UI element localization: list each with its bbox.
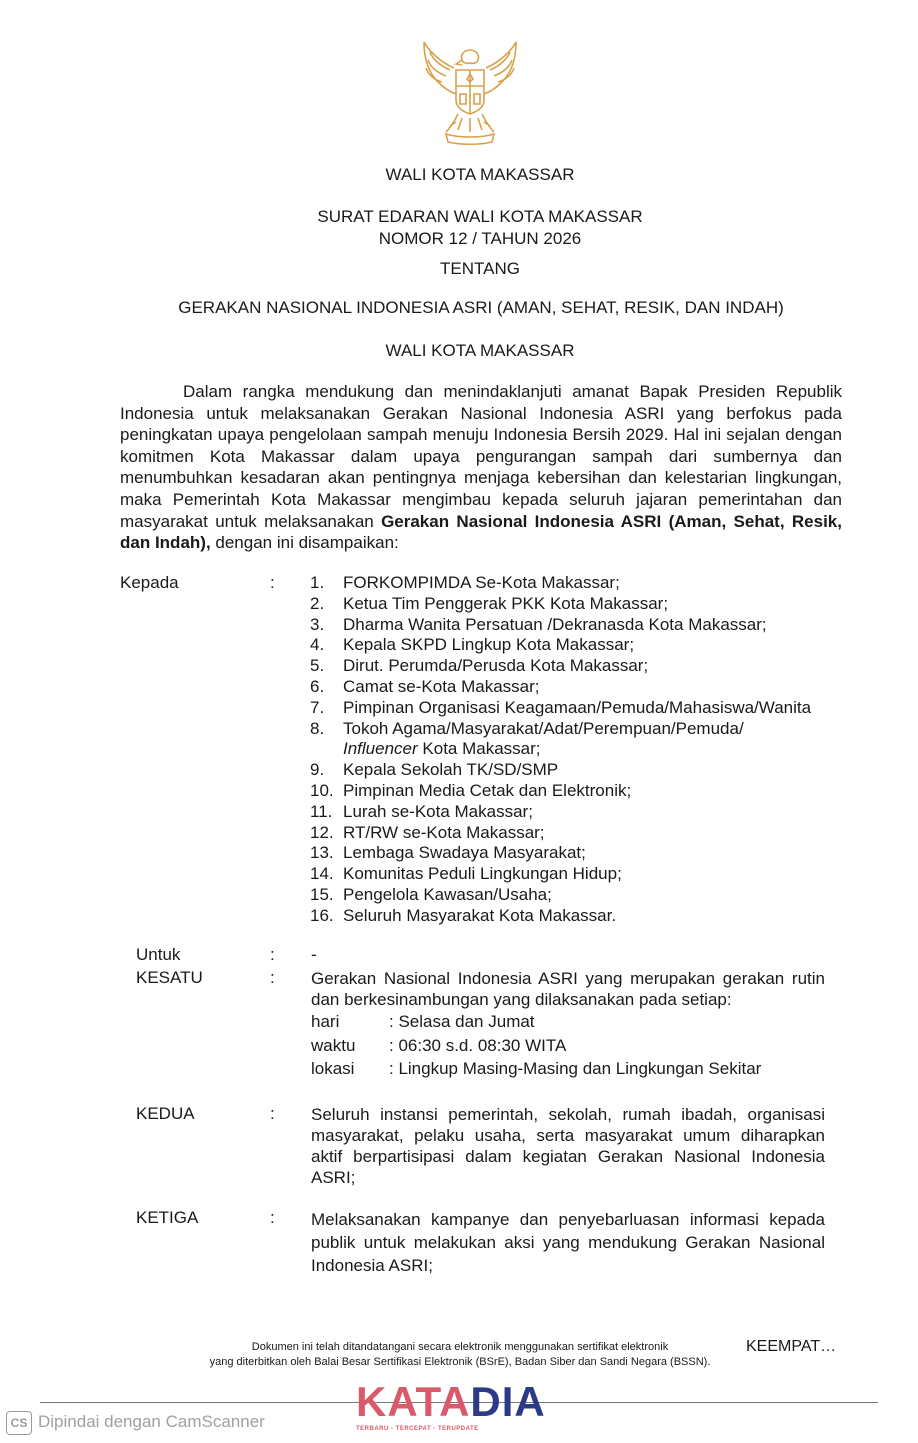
kesatu-label: KESATU [136, 968, 203, 987]
recipient-number: 15. [310, 884, 334, 904]
kepada-label: Kepada [120, 573, 179, 592]
untuk-colon: : [270, 945, 275, 964]
recipient-item [310, 656, 811, 677]
recipient-list [310, 573, 811, 927]
detail-key: hari [311, 1012, 340, 1031]
recipient-text: Komunitas Peduli Lingkungan Hidup; [343, 864, 622, 884]
intro-paragraph [120, 381, 842, 554]
recipient-item [310, 843, 811, 864]
recipient-item [310, 573, 811, 594]
recipient-item [310, 802, 811, 823]
garuda-emblem-icon [410, 38, 530, 148]
recipient-text: Lurah se-Kota Makassar; [343, 801, 533, 821]
recipient-number: 13. [310, 843, 334, 863]
recipient-number: 6. [310, 676, 325, 696]
recipient-number: 3. [310, 614, 325, 634]
detail-key: waktu [311, 1036, 356, 1055]
recipient-number: 16. [310, 905, 334, 925]
intro-bold-1: Gerakan Nasional Indonesia ASRI [381, 511, 662, 531]
recipient-text: Pengelola Kawasan/Usaha; [343, 884, 552, 904]
document-subject: GERAKAN NASIONAL INDONESIA ASRI (AMAN, SEHAT, RESIK, DAN INDAH) [178, 298, 784, 317]
detail-value: : 06:30 s.d. 08:30 WITA [389, 1036, 567, 1055]
recipient-number: 10. [310, 780, 334, 800]
recipient-item [310, 885, 811, 906]
kedua-text: Seluruh instansi pemerintah, sekolah, rumah ibadah, organisasi masyarakat, pelaku usaha, serta masyarakat umum diharapkan aktif berpartisipasi dalam kegiatan Gerakan Nasional Indonesia ASRI; [311, 1105, 825, 1187]
recipient-number: 5. [310, 656, 325, 676]
authority-title-2: WALI KOTA MAKASSAR [385, 341, 575, 360]
detail-key: lokasi [311, 1059, 355, 1078]
next-page-marker: KEEMPAT… [746, 1338, 837, 1355]
katadia-watermark [356, 1378, 546, 1426]
recipient-text: FORKOMPIMDA Se-Kota Makassar; [343, 573, 620, 592]
recipient-item [310, 760, 811, 781]
e-signature-note-line1: Dokumen ini telah ditandatangani secara elektronik menggunakan sertifikat elektronik [251, 1341, 669, 1353]
intro-text: Dalam rangka mendukung dan menindaklanjuti amanat Bapak Presiden Republik Indonesia untuk melaksanakan Gerakan Nasional Indonesia ASRI yang berfokus pada peningkatan upaya pengelolaan sampah menuju Indonesia Bersih 2029. Hal ini sejalan dengan komitmen Kota Makassar dalam upaya pengurangan sampah dari sumbernya dan menumbuhkan kesadaran akan pentingnya menjaga kebersihan dan kelestarian lingkungan, maka Pemerintah Kota Makassar mengimbau kepada seluruh jajaran pemerintahan dan masyarakat untuk melaksanakan [120, 382, 842, 531]
intro-tail: dengan ini disampaikan: [210, 533, 399, 553]
camscanner-logo-icon: CS [6, 1411, 32, 1435]
detail-value: : Lingkup Masing-Masing dan Lingkungan Sekitar [389, 1059, 762, 1078]
recipient-text: Ketua Tim Penggerak PKK Kota Makassar; [343, 593, 669, 613]
recipient-number: 7. [310, 697, 325, 717]
recipient-text-cont: Kota Makassar; [417, 739, 541, 759]
kedua-label: KEDUA [136, 1104, 195, 1123]
kesatu-text: Gerakan Nasional Indonesia ASRI yang merupakan gerakan rutin dan berkesinambungan yang dilaksanakan pada setiap: [311, 969, 825, 1009]
untuk-value: - [311, 945, 317, 964]
recipient-number: 14. [310, 864, 334, 884]
recipient-item [310, 635, 811, 656]
recipient-number: 11. [310, 801, 333, 821]
intro-bold-2: (Aman, Sehat, Resik, dan Indah), [120, 511, 842, 553]
kesatu-colon: : [270, 968, 275, 987]
kepada-colon: : [270, 573, 275, 592]
recipient-text: Pimpinan Organisasi Keagamaan/Pemuda/Mahasiswa/Wanita [343, 697, 812, 717]
watermark-tagline: TERBARU - TERCEPAT - TERUPDATE [356, 1426, 479, 1432]
tentang-label: TENTANG [440, 259, 520, 278]
watermark-part2: DIA [470, 1378, 546, 1425]
recipient-number: 8. [310, 718, 325, 738]
recipient-text: RT/RW se-Kota Makassar; [343, 822, 545, 842]
recipient-item [310, 823, 811, 844]
authority-title: WALI KOTA MAKASSAR [385, 165, 575, 184]
document-number: NOMOR 12 / TAHUN 2026 [378, 229, 582, 248]
recipient-number: 2. [310, 593, 325, 613]
e-signature-note-line2: yang diterbitkan oleh Balai Besar Sertifikasi Elektronik (BSrE), Badan Siber dan Sandi Negara (BSSN). [209, 1356, 711, 1368]
recipient-item [310, 594, 811, 615]
recipient-item [310, 906, 811, 927]
recipient-item [310, 677, 811, 698]
recipient-number: 4. [310, 635, 325, 655]
recipient-italic: Influencer [343, 739, 418, 759]
recipient-item [310, 615, 811, 636]
recipient-item [310, 781, 811, 802]
recipient-item [310, 864, 811, 885]
recipient-text: Dirut. Perumda/Perusda Kota Makassar; [343, 656, 649, 676]
recipient-text: Kepala Sekolah TK/SD/SMP [343, 760, 559, 780]
recipient-item [310, 698, 811, 719]
ketiga-text: Melaksanakan kampanye dan penyebarluasan informasi kepada publik untuk melakukan aksi yang mendukung Gerakan Nasional Indonesia ASRI; [311, 1210, 825, 1275]
ketiga-colon: : [270, 1208, 275, 1227]
document-title: SURAT EDARAN WALI KOTA MAKASSAR [317, 207, 643, 226]
camscanner-label: Dipindai dengan CamScanner [38, 1412, 265, 1431]
recipient-text: Kepala SKPD Lingkup Kota Makassar; [343, 635, 635, 655]
recipient-item [310, 719, 811, 761]
kedua-colon: : [270, 1104, 275, 1123]
recipient-text: Seluruh Masyarakat Kota Makassar. [343, 905, 617, 925]
recipient-text: Camat se-Kota Makassar; [343, 676, 540, 696]
recipient-text: Pimpinan Media Cetak dan Elektronik; [343, 780, 632, 800]
recipient-text: Lembaga Swadaya Masyarakat; [343, 843, 586, 863]
e-signature-note [150, 1340, 770, 1370]
recipient-text: Tokoh Agama/Masyarakat/Adat/Perempuan/Pemuda/ [343, 718, 744, 738]
detail-value: : Selasa dan Jumat [389, 1012, 535, 1031]
recipient-number: 1. [310, 573, 325, 592]
untuk-label: Untuk [136, 945, 181, 964]
recipient-number: 9. [310, 760, 325, 780]
recipient-text: Dharma Wanita Persatuan /Dekranasda Kota Makassar; [343, 614, 767, 634]
recipient-number: 12. [310, 822, 334, 842]
ketiga-label: KETIGA [136, 1208, 199, 1227]
watermark-part1: KATA [356, 1378, 471, 1425]
